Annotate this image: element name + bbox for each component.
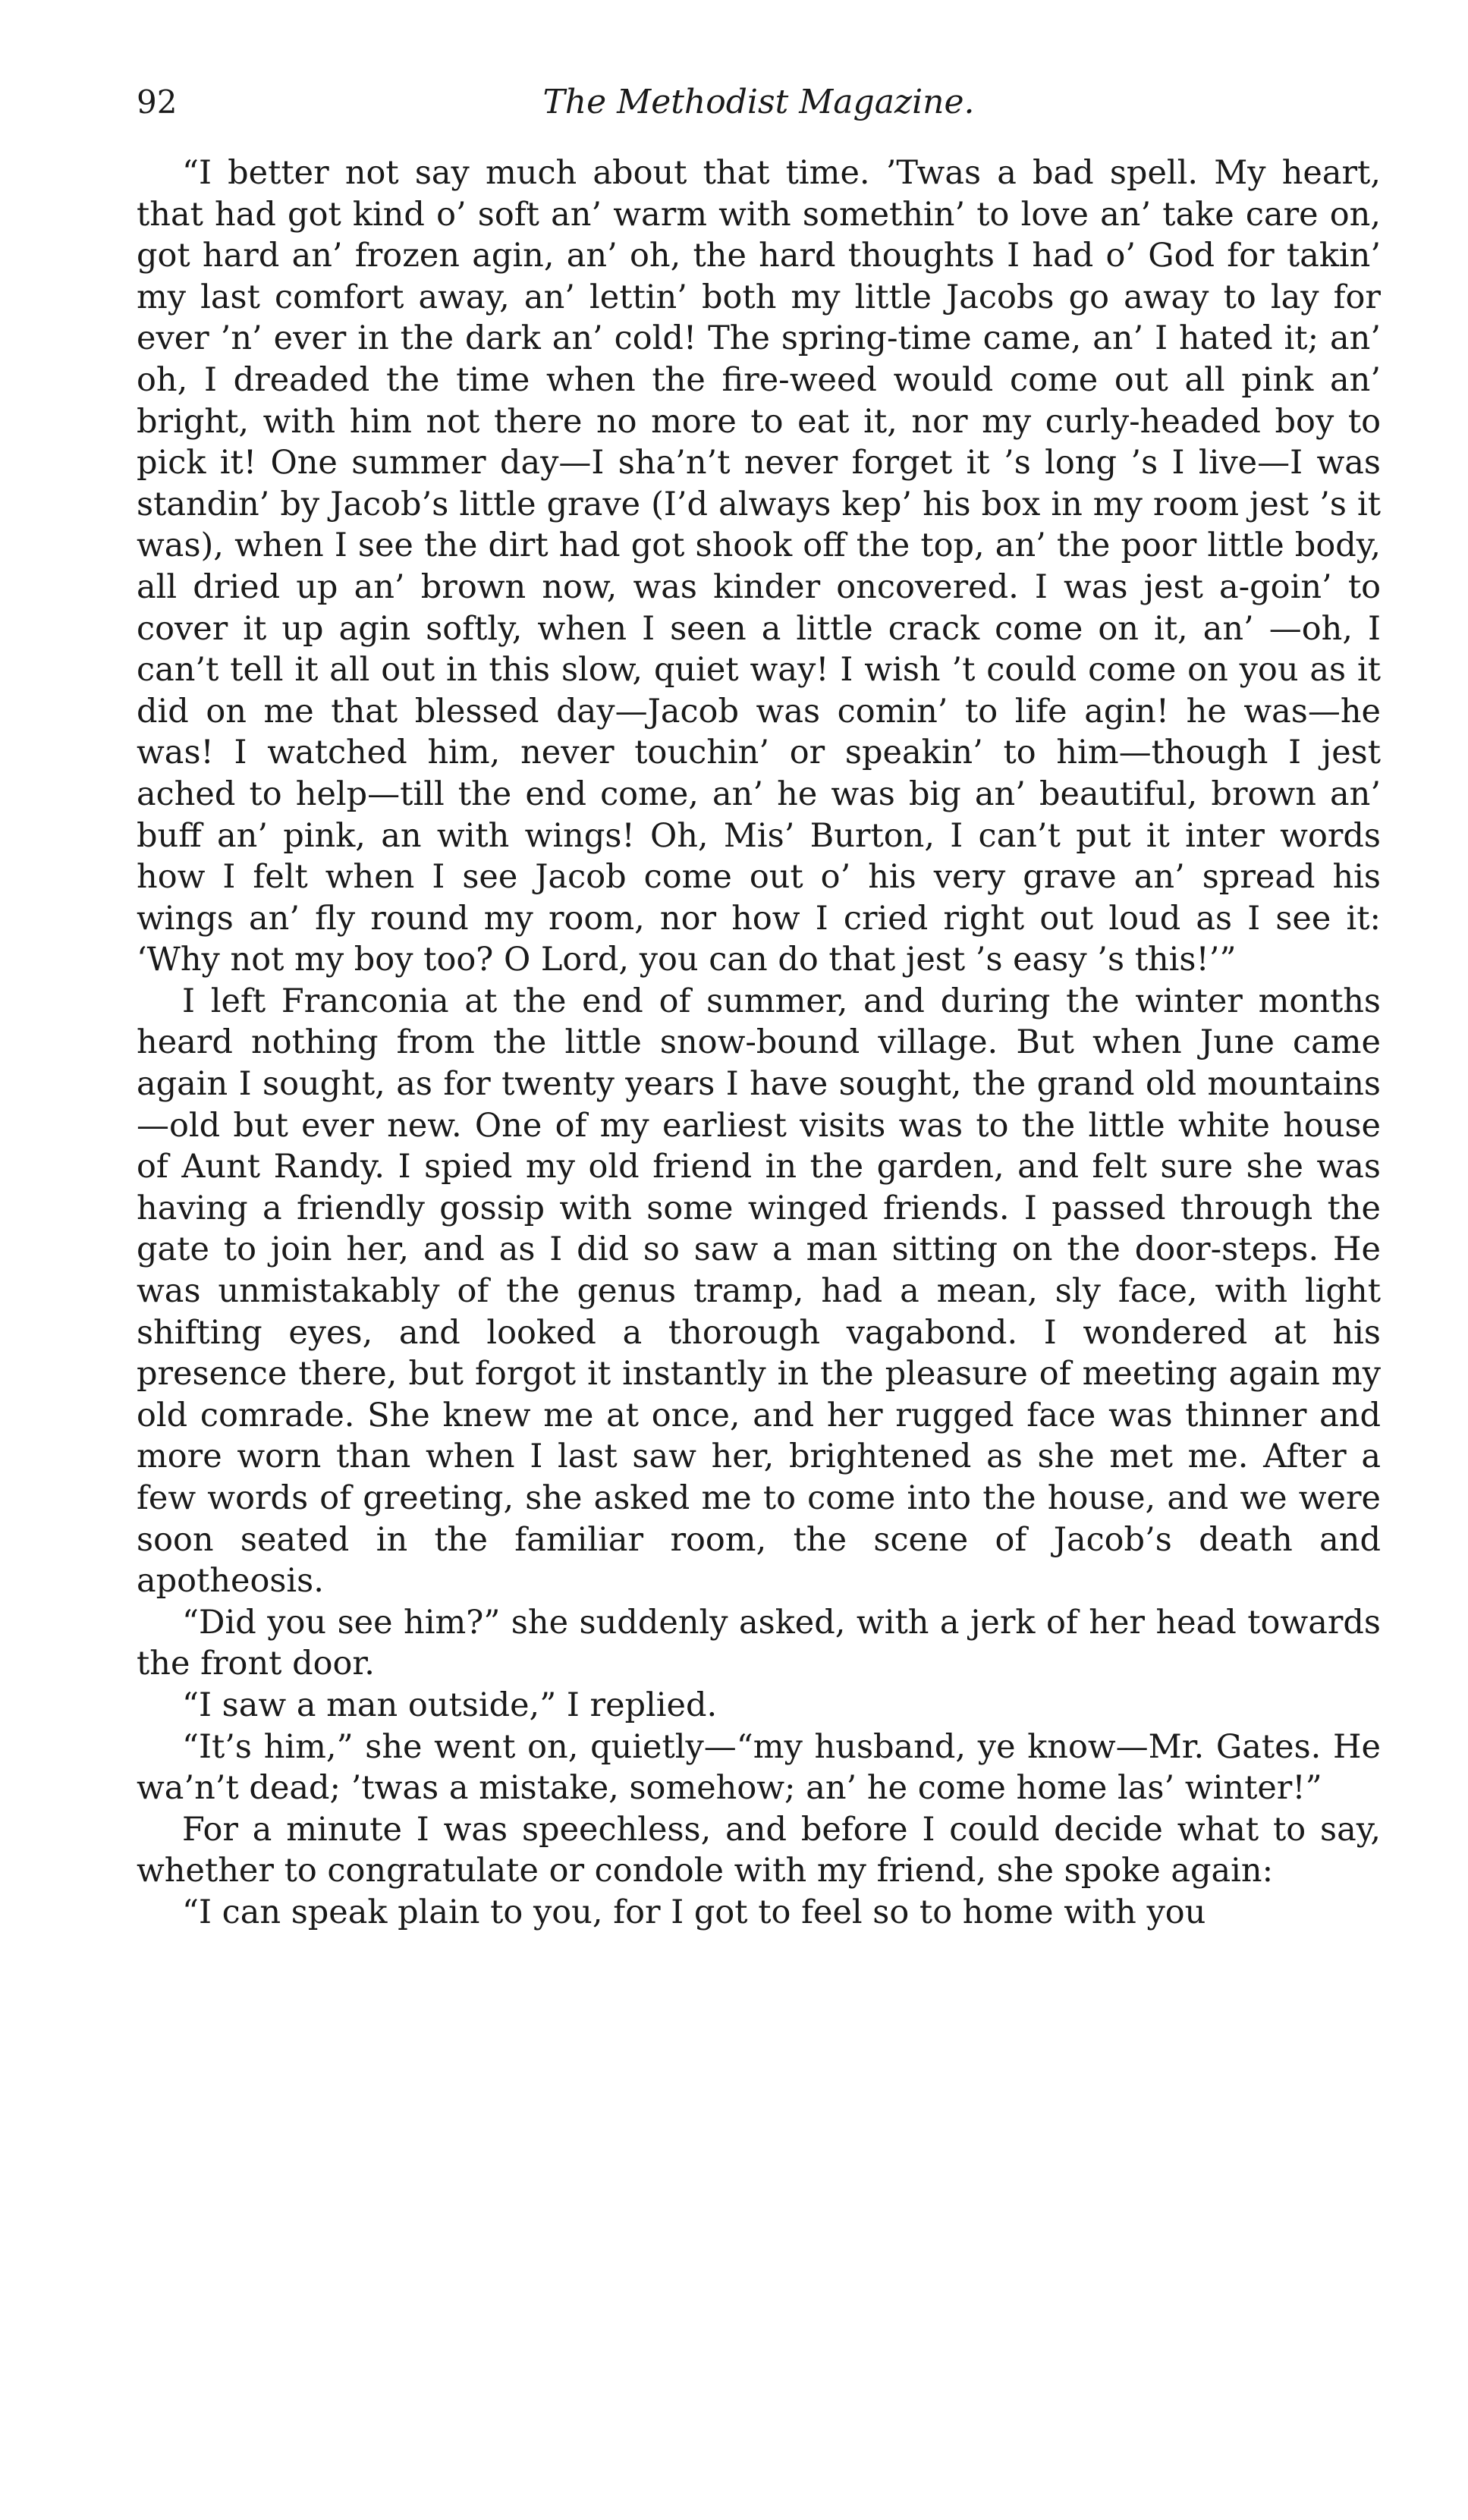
running-title: The Methodist Magazine.	[542, 83, 975, 121]
paragraph: “I saw a man outside,” I replied.	[182, 1686, 718, 1724]
paragraph: For a minute I was speechless, and before I could decide what to say, whether to congratulate or condole with my friend, she spoke again:	[137, 1810, 1381, 1890]
page-header	[137, 72, 1381, 133]
page-number: 92	[137, 83, 178, 121]
paragraph: “It’s him,” she went on, quietly—“my husband, ye know—Mr. Gates. He wa’n’t dead; ’twas a mistake, somehow; an’ he come home las’ winter!”	[137, 1727, 1381, 1808]
body-text	[137, 152, 1381, 1934]
paragraph: “I better not say much about that time. ’Twas a bad spell. My heart, that had got kind o’ soft an’ warm with somethin’ to love an’ take care on, got hard an’ frozen agin, an’ oh, the hard thoughts I had o’ God for takin’ my last comfort away, an’ lettin’ both my little Jacobs go away to lay for ever ’n’ ever in the dark an’ cold! The spring-time came, an’ I hated it; an’ oh, I dreaded the time when the fire-weed would come out all pink an’ bright, with him not there no more to eat it, nor my curly-headed boy to pick it! One summer day—I sha’n’t never forget it ’s long ’s I live—I was standin’ by Jacob’s little grave (I’d always kep’ his box in my room jest ’s it was), when I see the dirt had got shook off the top, an’ the poor little body, all dried up an’ brown now, was kinder oncovered. I was jest a-goin’ to cover it up agin softly, when I seen a little crack come on it, an’ —oh, I can’t tell it all out in this slow, quiet way! I wish ’t could come on you as it did on me that blessed day—Jacob was comin’ to life agin! he was—he was! I watched him, never touchin’ or speakin’ to him—though I jest ached to help—till the end come, an’ he was big an’ beautiful, brown an’ buff an’ pink, an with wings! Oh, Mis’ Burton, I can’t put it inter words how I felt when I see Jacob come out o’ his very grave an’ spread his wings an’ fly round my room, nor how I cried right out loud as I see it: ‘Why not my boy too? O Lord, you can do that jest ’s easy ’s this!’”	[137, 154, 1381, 979]
paragraph: “Did you see him?” she suddenly asked, with a jerk of her head towards the front door.	[137, 1603, 1381, 1683]
paragraph: “I can speak plain to you, for I got to feel so to home with you	[182, 1893, 1206, 1931]
magazine-page	[137, 72, 1381, 1934]
paragraph: I left Franconia at the end of summer, and during the winter months heard nothing from the little snow-bound village. But when June came again I sought, as for twenty years I have sought, the grand old mountains—old but ever new. One of my earliest visits was to the little white house of Aunt Randy. I spied my old friend in the garden, and felt sure she was having a friendly gossip with some winged friends. I passed through the gate to join her, and as I did so saw a man sitting on the door-steps. He was unmistakably of the genus tramp, had a mean, sly face, with light shifting eyes, and looked a thorough vagabond. I wondered at his presence there, but forgot it instantly in the pleasure of meeting again my old comrade. She knew me at once, and her rugged face was thinner and more worn than when I last saw her, brightened as she met me. After a few words of greeting, she asked me to come into the house, and we were soon seated in the familiar room, the scene of Jacob’s death and apotheosis.	[137, 982, 1381, 1601]
